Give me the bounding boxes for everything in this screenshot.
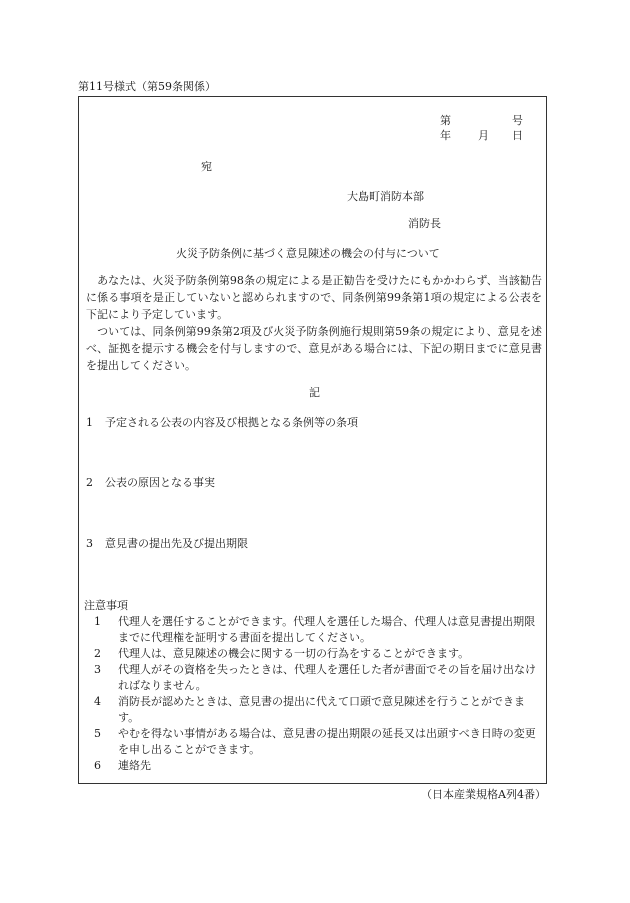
note-number: 4 bbox=[94, 695, 101, 708]
item-number: 3 bbox=[86, 537, 93, 550]
date-month: 月 bbox=[478, 129, 489, 142]
doc-number-suffix: 号 bbox=[512, 114, 523, 127]
body-text bbox=[86, 272, 542, 374]
doc-number-prefix: 第 bbox=[440, 114, 451, 127]
note-1 bbox=[94, 614, 544, 646]
note-number: 2 bbox=[94, 647, 101, 660]
sender-organization: 大島町消防本部 bbox=[347, 190, 424, 203]
addressee-suffix: 宛 bbox=[201, 160, 212, 173]
note-text: やむを得ない事情がある場合は、意見書の提出期限の延長又は出頭すべき日時の変更を申し出ることができます。 bbox=[118, 727, 536, 756]
date-day: 日 bbox=[512, 129, 523, 142]
note-text: 代理人がその資格を失ったときは、代理人を選任した者が書面でその旨を届け出なければなりません。 bbox=[118, 663, 536, 692]
item-number: 2 bbox=[86, 476, 93, 489]
note-number: 1 bbox=[94, 615, 101, 628]
item-text: 意見書の提出先及び提出期限 bbox=[105, 537, 248, 550]
date-year: 年 bbox=[440, 129, 451, 142]
item-text: 予定される公表の内容及び根拠となる条例等の条項 bbox=[105, 416, 358, 429]
paragraph-1: あなたは、火災予防条例第98条の規定による是正勧告を受けたにもかかわらず、当該勧告に係る事項を是正していないと認められますので、同条例第99条第1項の規定による公表を下記により予定しています。 bbox=[86, 274, 542, 321]
note-2 bbox=[94, 646, 544, 662]
item-text: 公表の原因となる事実 bbox=[105, 476, 215, 489]
item-1 bbox=[86, 415, 358, 432]
note-number: 5 bbox=[94, 727, 101, 740]
note-text: 消防長が認めたときは、意見書の提出に代えて口頭で意見陳述を行うことができます。 bbox=[118, 695, 525, 724]
paragraph-2: ついては、同条例第99条第2項及び火災予防条例施行規則第59条の規定により、意見を述べ、証拠を提示する機会を付与しますので、意見がある場合には、下記の期日までに意見書を提出してください。 bbox=[86, 325, 542, 372]
note-3 bbox=[94, 662, 544, 694]
item-number: 1 bbox=[86, 416, 93, 429]
sender-title: 消防長 bbox=[408, 217, 441, 230]
note-6 bbox=[94, 758, 544, 774]
note-5 bbox=[94, 726, 544, 758]
ki-heading: 記 bbox=[309, 386, 320, 399]
form-number-label: 第11号様式（第59条関係） bbox=[78, 80, 216, 93]
item-3 bbox=[86, 536, 248, 553]
document-title: 火災予防条例に基づく意見陳述の機会の付与について bbox=[176, 247, 440, 260]
note-text: 代理人を選任することができます。代理人を選任した場合、代理人は意見書提出期限までに代理権を証明する書面を提出してください。 bbox=[118, 615, 536, 644]
note-text: 代理人は、意見陳述の機会に関する一切の行為をすることができます。 bbox=[118, 647, 470, 660]
notes-section bbox=[84, 598, 544, 774]
note-number: 3 bbox=[94, 663, 101, 676]
notes-heading: 注意事項 bbox=[84, 599, 128, 612]
note-4 bbox=[94, 694, 544, 726]
item-2 bbox=[86, 475, 215, 492]
paper-size-standard: （日本産業規格A列4番） bbox=[421, 788, 546, 801]
note-text: 連絡先 bbox=[118, 759, 151, 772]
note-number: 6 bbox=[94, 759, 101, 772]
